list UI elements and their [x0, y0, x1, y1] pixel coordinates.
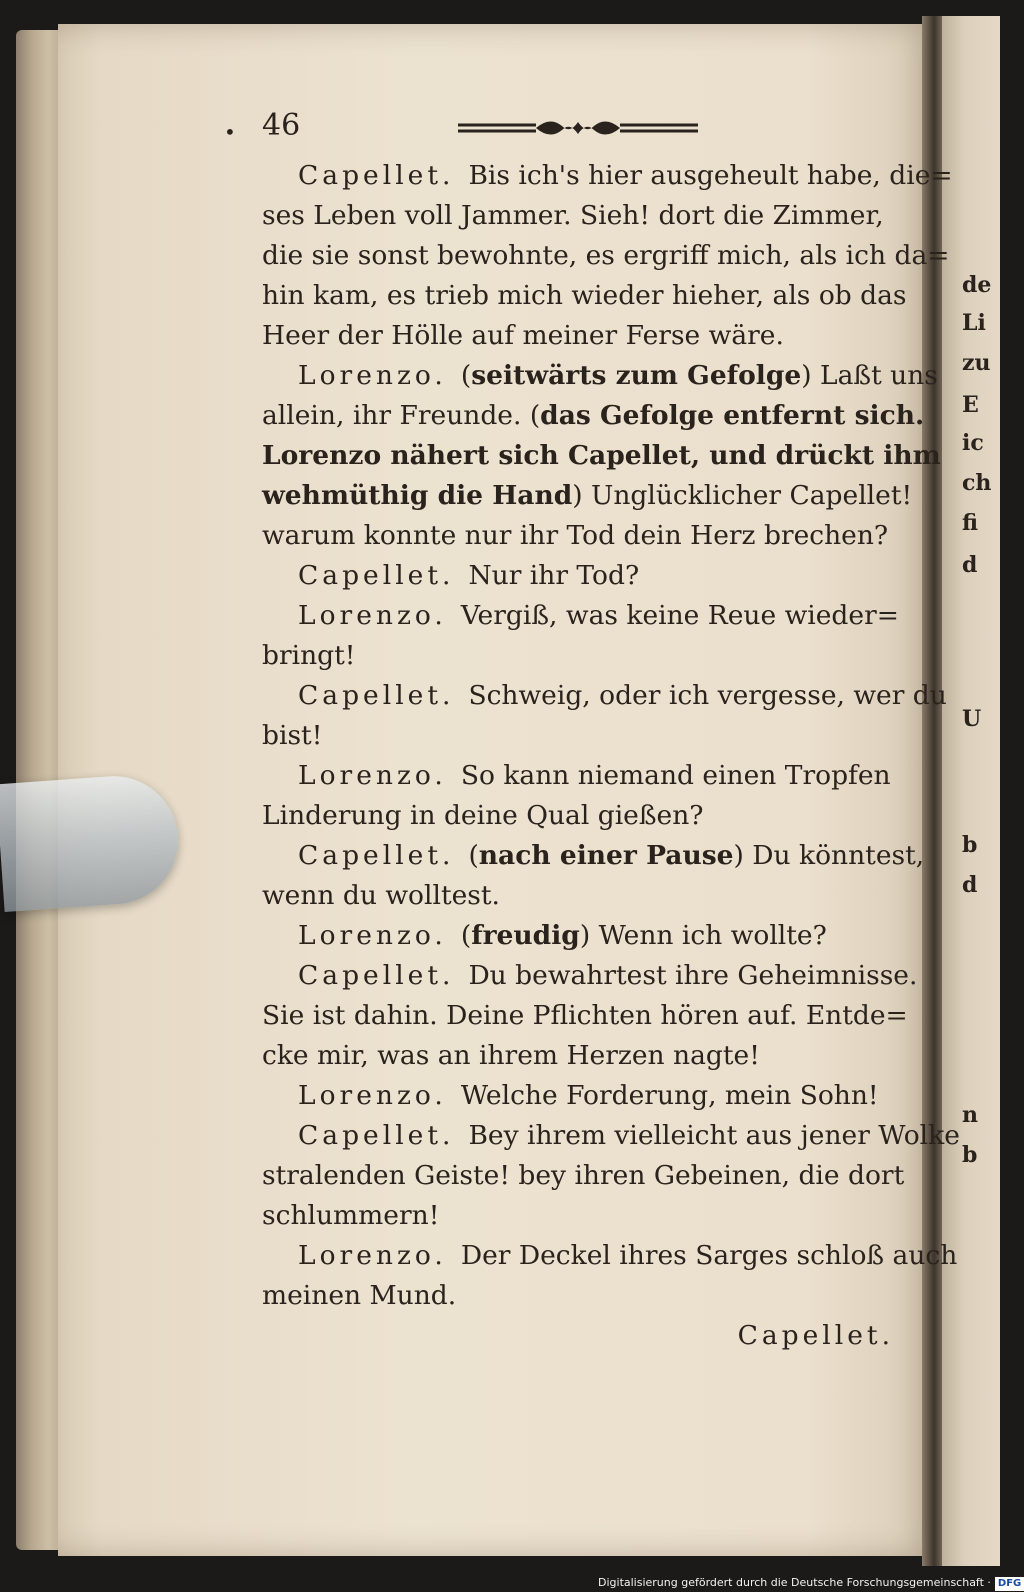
text-line	[262, 716, 894, 756]
text-line	[262, 836, 925, 876]
text-line	[262, 316, 894, 356]
facing-page-fragment: U	[962, 706, 982, 732]
facing-page-fragment: ic	[962, 430, 984, 456]
text-line	[262, 1076, 894, 1116]
speaker-name: Lorenzo.	[298, 920, 447, 951]
facing-page-fragment: b	[962, 1142, 978, 1168]
line-text: Nur ihr Tod?	[468, 560, 640, 591]
speaker-name: Lorenzo.	[298, 360, 447, 391]
speaker-name: Lorenzo.	[298, 1240, 447, 1271]
text-line	[262, 1156, 905, 1196]
speaker-name: Capellet.	[298, 560, 455, 591]
line-text: stralenden Geiste! bey ihren Gebeinen, die dort	[262, 1160, 905, 1191]
stage-direction: seitwärts zum Gefolge	[471, 360, 802, 391]
text-line	[262, 1236, 958, 1276]
text-line	[262, 756, 894, 796]
text-line	[262, 636, 894, 676]
facing-page-fragment: Li	[962, 310, 986, 336]
line-text: Vergiß, was keine Reue wieder=	[460, 600, 899, 631]
facing-page-fragment: E	[962, 392, 979, 418]
page-header	[224, 108, 894, 156]
margin-bullet: •	[224, 120, 236, 144]
stage-direction: nach einer Pause	[478, 840, 734, 871]
speaker-name: Lorenzo.	[298, 1080, 447, 1111]
line-text: die sie sonst bewohnte, es ergriff mich, als ich da=	[262, 240, 950, 271]
line-text: bringt!	[262, 640, 356, 671]
text-line	[262, 876, 894, 916]
text-line	[262, 676, 947, 716]
right-page-edge	[942, 16, 1000, 1566]
text-line	[262, 1116, 960, 1156]
line-text: meinen Mund.	[262, 1280, 457, 1311]
text-line	[262, 916, 894, 956]
line-text: (freudig) Wenn ich wollte?	[460, 920, 827, 951]
line-text: Sie ist dahin. Deine Pflichten hören auf. Entde=	[262, 1000, 908, 1031]
facing-page-fragment: zu	[962, 350, 991, 376]
line-text: wenn du wolltest.	[262, 880, 500, 911]
line-text: Du bewahrtest ihre Geheimnisse.	[468, 960, 918, 991]
line-text: schlummern!	[262, 1200, 440, 1231]
line-text: So kann niemand einen Tropfen	[460, 760, 891, 791]
text-line	[262, 236, 950, 276]
line-text: Bey ihrem vielleicht aus jener Wolke	[468, 1120, 960, 1151]
text-line	[262, 196, 894, 236]
stage-direction: freudig	[471, 920, 580, 951]
line-text: Bis ich's hier ausgeheult habe, die=	[468, 160, 953, 191]
line-text: Heer der Hölle auf meiner Ferse wäre.	[262, 320, 784, 351]
text-line	[262, 796, 894, 836]
facing-page-fragment: fi	[962, 510, 978, 536]
text-line	[262, 476, 913, 516]
line-text: bist!	[262, 720, 323, 751]
text-line	[262, 596, 899, 636]
facing-page-fragment: de	[962, 272, 992, 298]
text-line	[262, 556, 894, 596]
text-line	[262, 396, 925, 436]
line-text: (seitwärts zum Gefolge) Laßt uns	[460, 360, 938, 391]
line-text: Linderung in deine Qual gießen?	[262, 800, 704, 831]
page-number: 46	[262, 108, 301, 143]
speaker-name: Capellet.	[298, 160, 455, 191]
speaker-name: Capellet.	[298, 840, 455, 871]
line-text: (nach einer Pause) Du könntest,	[468, 840, 925, 871]
speaker-name: Lorenzo.	[298, 600, 447, 631]
text-line	[262, 516, 894, 556]
text-line	[262, 156, 953, 196]
text-line	[262, 996, 908, 1036]
text-lines	[262, 156, 960, 1316]
text-line	[262, 956, 918, 996]
text-line	[262, 436, 941, 476]
speaker-name: Capellet.	[298, 680, 455, 711]
line-text: Lorenzo nähert sich Capellet, und drückt ihm	[262, 440, 941, 471]
line-text: cke mir, was an ihrem Herzen nagte!	[262, 1040, 760, 1071]
speaker-name: Capellet.	[298, 960, 455, 991]
line-text: ses Leben voll Jammer. Sieh! dort die Zimmer,	[262, 200, 884, 231]
dfg-logo: DFG	[995, 1577, 1024, 1591]
line-text: Welche Forderung, mein Sohn!	[460, 1080, 879, 1111]
page-text	[224, 108, 960, 1356]
speaker-name: Capellet.	[298, 1120, 455, 1151]
text-line	[262, 1276, 894, 1316]
line-text: Schweig, oder ich vergesse, wer du	[468, 680, 947, 711]
facing-page-fragment: d	[962, 552, 978, 578]
speaker-name: Lorenzo.	[298, 760, 447, 791]
text-line	[262, 1196, 894, 1236]
line-text: allein, ihr Freunde. (das Gefolge entfernt sich.	[262, 400, 925, 431]
facing-page-fragment: ch	[962, 470, 992, 496]
footer-credit: Digitalisierung gefördert durch die Deutsche Forschungsgemeinschaft ·	[598, 1576, 991, 1589]
line-text: warum konnte nur ihr Tod dein Herz brechen?	[262, 520, 889, 551]
digitization-footer	[598, 1574, 1022, 1592]
line-text: wehmüthig die Hand) Unglücklicher Capellet!	[262, 480, 913, 511]
line-text: Der Deckel ihres Sarges schloß auch	[460, 1240, 958, 1271]
ornament-rule-icon	[458, 114, 698, 144]
line-text: hin kam, es trieb mich wieder hieher, als ob das	[262, 280, 907, 311]
text-line	[262, 276, 907, 316]
stage-direction: wehmüthig die Hand	[262, 480, 573, 511]
facing-page-fragment: b	[962, 832, 978, 858]
catchword: Capellet.	[737, 1320, 894, 1351]
stage-direction: das Gefolge entfernt sich.	[540, 400, 925, 431]
text-line	[262, 1036, 894, 1076]
facing-page-fragment: d	[962, 872, 978, 898]
text-line	[262, 356, 938, 396]
facing-page-fragment: n	[962, 1102, 978, 1128]
